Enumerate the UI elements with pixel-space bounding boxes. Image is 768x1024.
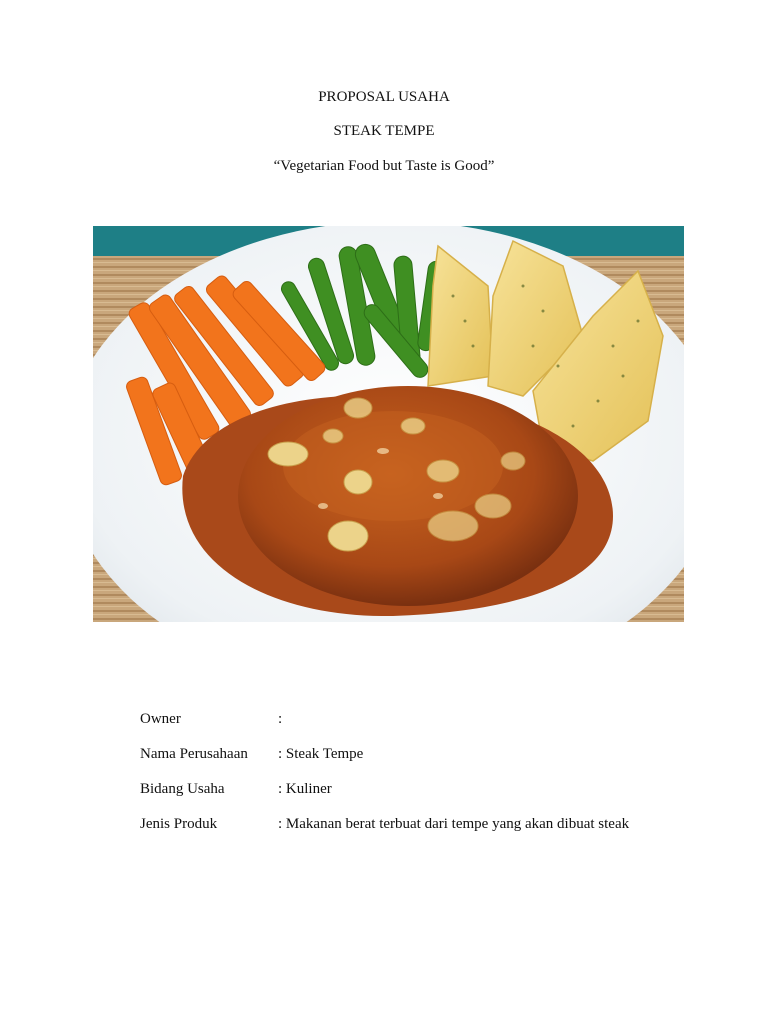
owner-label: Owner [140, 711, 181, 727]
business-field-label: Bidang Usaha [140, 781, 225, 797]
company-name-value: : Steak Tempe [278, 746, 364, 762]
company-name-label: Nama Perusahaan [140, 746, 248, 762]
food-illustration [93, 226, 684, 622]
product-type-label: Jenis Produk [140, 816, 218, 832]
steak-tempe-photo [93, 226, 684, 622]
document-title: PROPOSAL USAHA [318, 89, 450, 105]
tagline: “Vegetarian Food but Taste is Good” [273, 158, 495, 174]
business-field-value: : Kuliner [278, 781, 332, 797]
owner-value: : [278, 711, 283, 727]
product-type-value: : Makanan berat terbuat dari tempe yang akan dibuat steak [278, 816, 630, 832]
product-title: STEAK TEMPE [333, 123, 435, 139]
